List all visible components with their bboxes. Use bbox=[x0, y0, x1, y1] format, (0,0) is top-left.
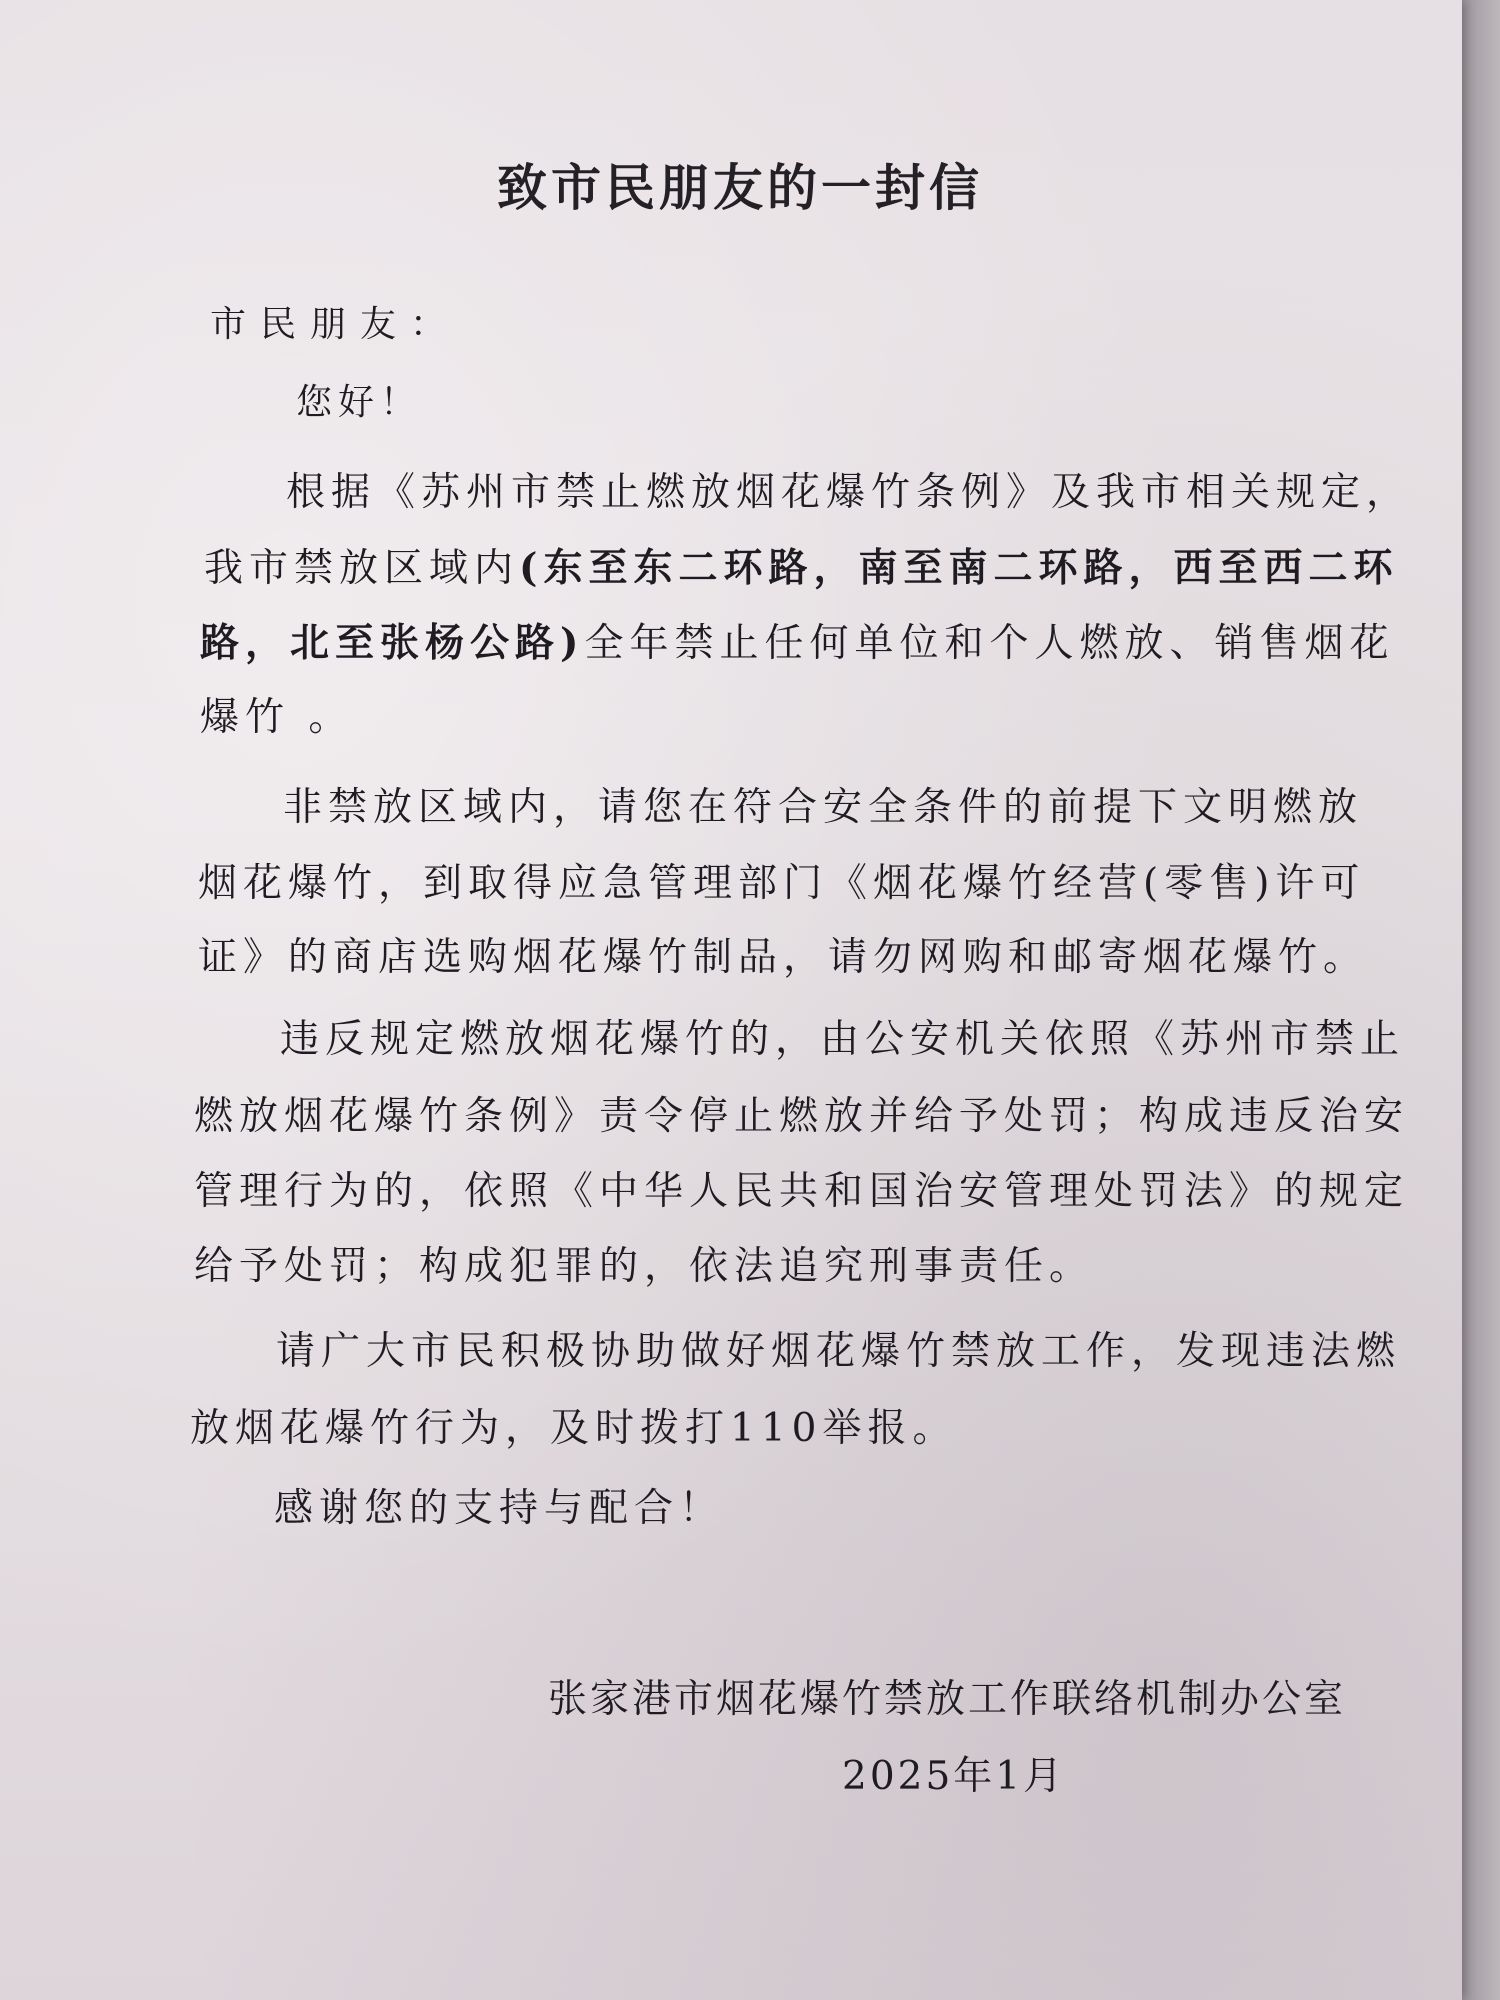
closing-thanks: 感谢您的支持与配合！ bbox=[274, 1486, 725, 1531]
paragraph-4-line-1: 请广大市民积极协助做好烟花爆竹禁放工作，发现违法燃 bbox=[276, 1329, 1402, 1374]
signature-office: 张家港市烟花爆竹禁放工作联络机制办公室 bbox=[548, 1677, 1347, 1722]
paragraph-2-line-2: 烟花爆竹，到取得应急管理部门《烟花爆竹经营(零售)许可 bbox=[198, 861, 1366, 906]
signature-date: 2025年1月 bbox=[842, 1754, 1066, 1799]
ban-area-boundary-text-end: 路，北至张杨公路) bbox=[200, 620, 585, 666]
paragraph-2-line-3: 证》的商店选购烟花爆竹制品，请勿网购和邮寄烟花爆竹。 bbox=[198, 935, 1369, 980]
paragraph-3-line-3: 管理行为的，依照《中华人民共和国治安管理处罚法》的规定 bbox=[194, 1169, 1410, 1214]
paragraph-3-line-2: 燃放烟花爆竹条例》责令停止燃放并给予处罚；构成违反治安 bbox=[194, 1094, 1410, 1139]
paragraph-1-line-2 bbox=[204, 537, 1398, 593]
paragraph-1-line-1: 根据《苏州市禁止燃放烟花爆竹条例》及我市相关规定， bbox=[286, 470, 1412, 515]
paragraph-1-line-2-text: 我市禁放区域内 bbox=[204, 546, 520, 591]
salutation: 市民朋友： bbox=[210, 304, 461, 345]
greeting: 您好！ bbox=[296, 382, 423, 423]
page-edge-shadow bbox=[1462, 0, 1500, 2000]
paragraph-3-line-4: 给予处罚；构成犯罪的，依法追究刑事责任。 bbox=[194, 1244, 1095, 1289]
paragraph-2-line-1: 非禁放区域内，请您在符合安全条件的前提下文明燃放 bbox=[283, 785, 1364, 830]
letter-title: 致市民朋友的一封信 bbox=[497, 158, 983, 217]
paragraph-4-line-2: 放烟花爆竹行为，及时拨打110举报。 bbox=[190, 1406, 958, 1451]
paragraph-1-line-3-text: 全年禁止任何单位和个人燃放、销售烟花 bbox=[584, 621, 1395, 666]
paragraph-3-line-1: 违反规定燃放烟花爆竹的，由公安机关依照《苏州市禁止 bbox=[280, 1017, 1406, 1062]
paragraph-1-line-3 bbox=[200, 612, 1394, 668]
paragraph-1-line-4: 爆竹 。 bbox=[200, 695, 354, 740]
ban-area-boundary-text: (东至东二环路，南至南二环路，西至西二环 bbox=[519, 545, 1399, 591]
